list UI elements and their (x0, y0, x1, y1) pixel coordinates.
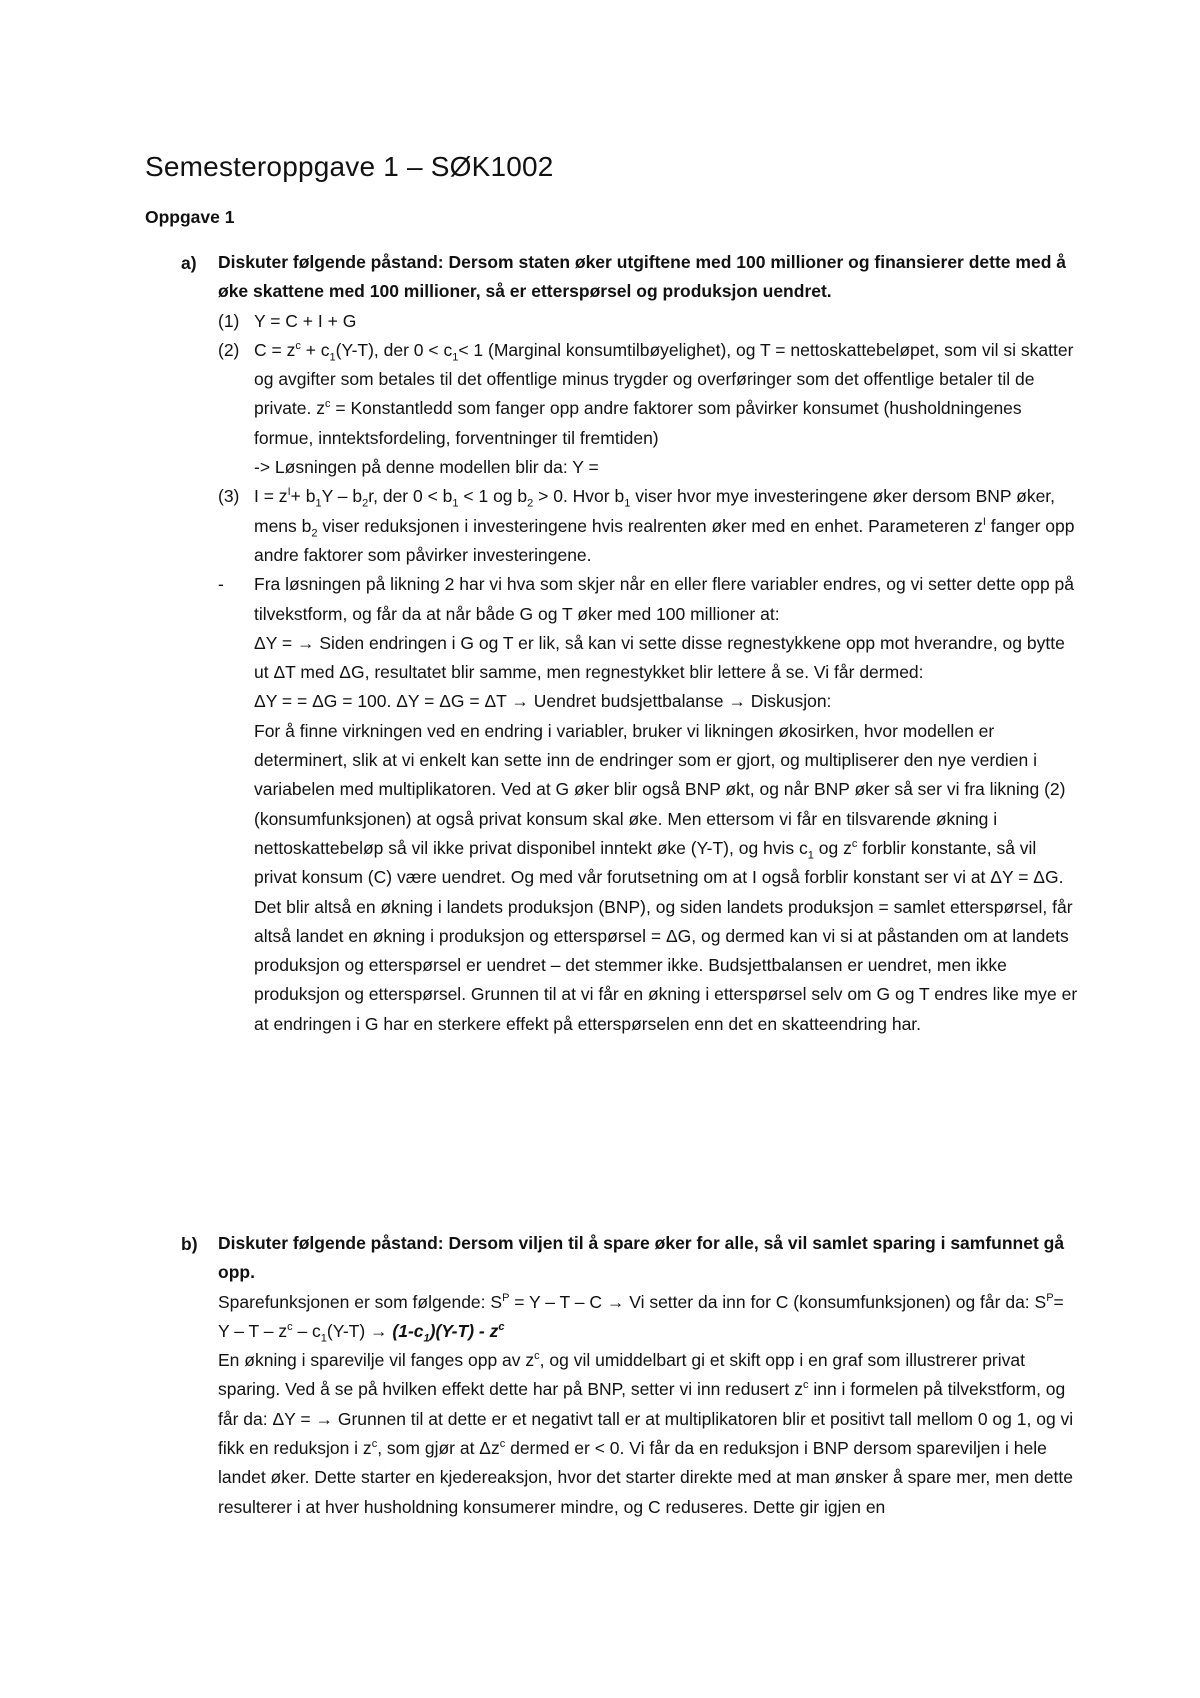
question-a-text: Diskuter følgende påstand: Dersom staten øker utgiftene med 100 millioner og finansierer dette med å øke skattene med 100 millioner, så er etterspørsel og produksjon uendret. (218, 252, 1066, 302)
savings-function: Sparefunksjonen er som følgende: $S^P = Y - T - C \to Vi$ setter da inn for C (konsumfunksjonen) og får da: $S^P= Y - T - z^c - c_1(Y-T) \to (1-c_1)(Y-T) - z^c$ (218, 1291, 1064, 1345)
paragraph-2: ΔY = → Siden endringen i G og T er lik, så kan vi sette disse regnestykkene opp mot hverandre, og bytte ut ΔT med ΔG, resultatet blir samme, men regnestykket blir lettere å se. Vi får dermed: (254, 632, 1065, 683)
paragraph-4: For å finne virkningen ved en endring i variabler, bruker vi likningen økosirken, hvor modellen er determinert, slik at vi enkelt kan sette inn de endringer som er gjort, og multipliserer den nye verdien i variabelen med multiplikatoren. Ved at G øker blir også BNP økt, og når BNP øker så ser vi fra likning (2) (konsumfunksjonen) at også privat konsum skal øke. Men ettersom vi får en tilsvarende økning i nettoskattebeløp så vil ikke privat disponibel inntekt øke (Y-T), og hvis $c_1$ og $z^c$ forblir konstante, så vil privat konsum (C) være uendret. Og med vår forutsetning om at I også forblir konstant ser vi at ΔY = ΔG. Det blir altså en økning i landets produksjon (BNP), og siden landets produksjon = samlet etterspørsel, får altså landet en økning i produksjon og etterspørsel = ΔG, og dermed kan vi si at påstanden om at landets produksjon og etterspørsel er uendret – det stemmer ikke. Budsjettbalansen er uendret, men ikke produksjon og etterspørsel. Grunnen til at vi får en økning i etterspørsel selv om G og T endres like mye er at endringen i G har en sterkere effekt på etterspørselen enn det en skatteendring har. (254, 720, 1078, 1034)
solution-line: -> Løsningen på denne modellen blir da: Y = (254, 457, 599, 478)
dash-bullet: - (218, 574, 224, 595)
question-a-block (218, 248, 1078, 1039)
equation-1: (1) Y = C + I + G (218, 310, 357, 331)
paragraph-1: Fra løsningen på likning 2 har vi hva som skjer når en eller flere variabler endres, og vi setter dette opp på tilvekstform, og får da at når både G og T øker med 100 millioner at: (254, 574, 1075, 624)
question-b-block (218, 1229, 1078, 1522)
answer-a (218, 570, 1078, 1039)
section-heading: Oppgave 1 (145, 207, 235, 227)
document-title: Semesteroppgave 1 – SØK1002 (145, 151, 554, 182)
question-b-label: b) (181, 1234, 198, 1254)
paragraph-3: ΔY = = ΔG = 100. ΔY = ΔG = ΔT → Uendret budsjettbalanse → Diskusjon: (254, 691, 832, 712)
answer-b-paragraph: En økning i sparevilje vil fanges opp av $z^c$, og vil umiddelbart gi et skift opp i en graf som illustrerer privat sparing. Ved å se på hvilken effekt dette har på BNP, setter vi inn redusert $z^c$ inn i formelen på tilvekstform, og får da: ΔY = → Grunnen til at dette er et negativt tall er at multiplikatoren blir et positivt tall mellom 0 og 1, og vi fikk en reduksjon i $z^c$, som gjør at $\Delta z^c$ dermed er < 0. Vi får da en reduksjon i BNP dersom spareviljen i hele landet øker. Dette starter en kjedereaksjon, hvor det starter direkte med at man ønsker å spare mer, men dette resulterer i at hver husholdning konsumerer mindre, og C reduseres. Dette gir igjen en (218, 1350, 1074, 1517)
question-b-text: Diskuter følgende påstand: Dersom viljen til å spare øker for alle, så vil samlet sparing i samfunnet gå opp. (218, 1233, 1065, 1283)
equation-2: (2) $C = z^c + c_1(Y-T)$, der $0 < c_1< 1$ (Marginal konsumtilbøyelighet), og T = nettoskattebeløpet, som vil si skatter og avgifter som betales til det offentlige minus trygder og overføringer som det offentlige betaler til de private. $z^c$ = Konstantledd som fanger opp andre faktorer som påvirker konsumet (husholdningenes formue, inntektsfordeling, forventninger til fremtiden) (218, 339, 1074, 448)
equation-3: (3) $I = z^I+ b_1Y - b_2r$, der $0 < b_1 < 1$ og $b_2 > 0$. Hvor $b_1$ viser hvor mye investeringene øker dersom BNP øker, mens $b_2$ viser reduksjonen i investeringene hvis realrenten øker med en enhet. Parameteren $z^I$ fanger opp andre faktorer som påvirker investeringene. (218, 486, 1075, 565)
question-a-label: a) (181, 253, 197, 273)
